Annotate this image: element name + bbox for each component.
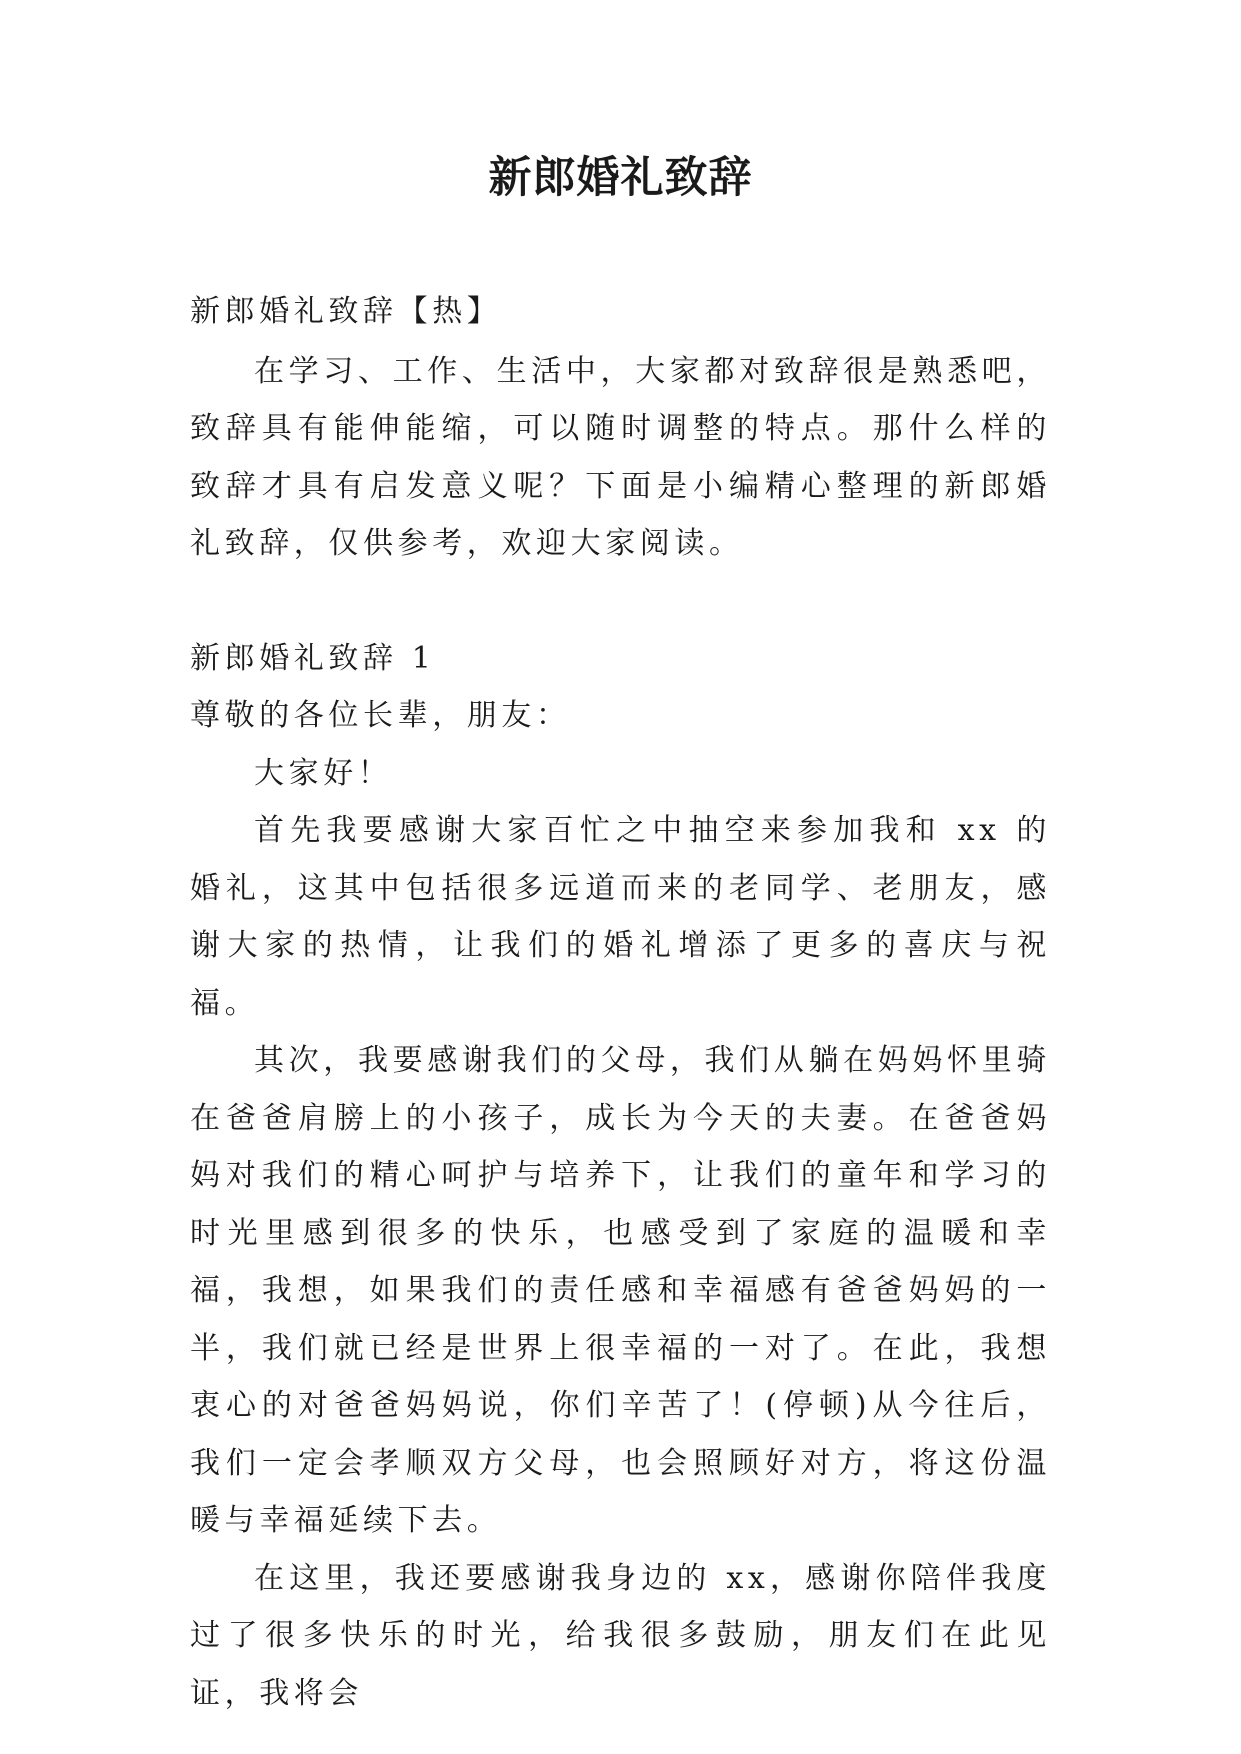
speech-paragraph-1: 首先我要感谢大家百忙之中抽空来参加我和 xx 的婚礼，这其中包括很多远道而来的老同学、老朋友，感谢大家的热情，让我们的婚礼增添了更多的喜庆与祝福。 <box>190 813 1051 1021</box>
speech-paragraph-3: 在这里，我还要感谢我身边的 xx，感谢你陪伴我度过了很多快乐的时光，给我很多鼓励，朋友们在此见证，我将会 <box>190 1560 1051 1711</box>
section-heading: 新郎婚礼致辞 1 <box>190 640 436 676</box>
document-title: 新郎婚礼致辞 <box>488 153 753 203</box>
document-subtitle: 新郎婚礼致辞【热】 <box>190 294 502 329</box>
salutation: 尊敬的各位长辈，朋友： <box>190 698 571 733</box>
document-body <box>190 283 1051 1722</box>
spacer <box>190 573 1051 630</box>
greeting: 大家好！ <box>254 755 393 791</box>
speech-paragraph-2: 其次，我要感谢我们的父母，我们从躺在妈妈怀里骑在爸爸肩膀上的小孩子，成长为今天的夫妻。在爸爸妈妈对我们的精心呵护与培养下，让我们的童年和学习的时光里感到很多的快乐，也感受到了家庭的温暖和幸福，我想，如果我们的责任感和幸福感有爸爸妈妈的一半，我们就已经是世界上很幸福的一对了。在此，我想衷心的对爸爸妈妈说，你们辛苦了！(停顿)从今往后，我们一定会孝顺双方父母，也会照顾好对方，将这份温暖与幸福延续下去。 <box>190 1043 1051 1538</box>
intro-paragraph: 在学习、工作、生活中，大家都对致辞很是熟悉吧，致辞具有能伸能缩，可以随时调整的特点。那什么样的致辞才具有启发意义呢？下面是小编精心整理的新郎婚礼致辞，仅供参考，欢迎大家阅读。 <box>190 353 1051 561</box>
